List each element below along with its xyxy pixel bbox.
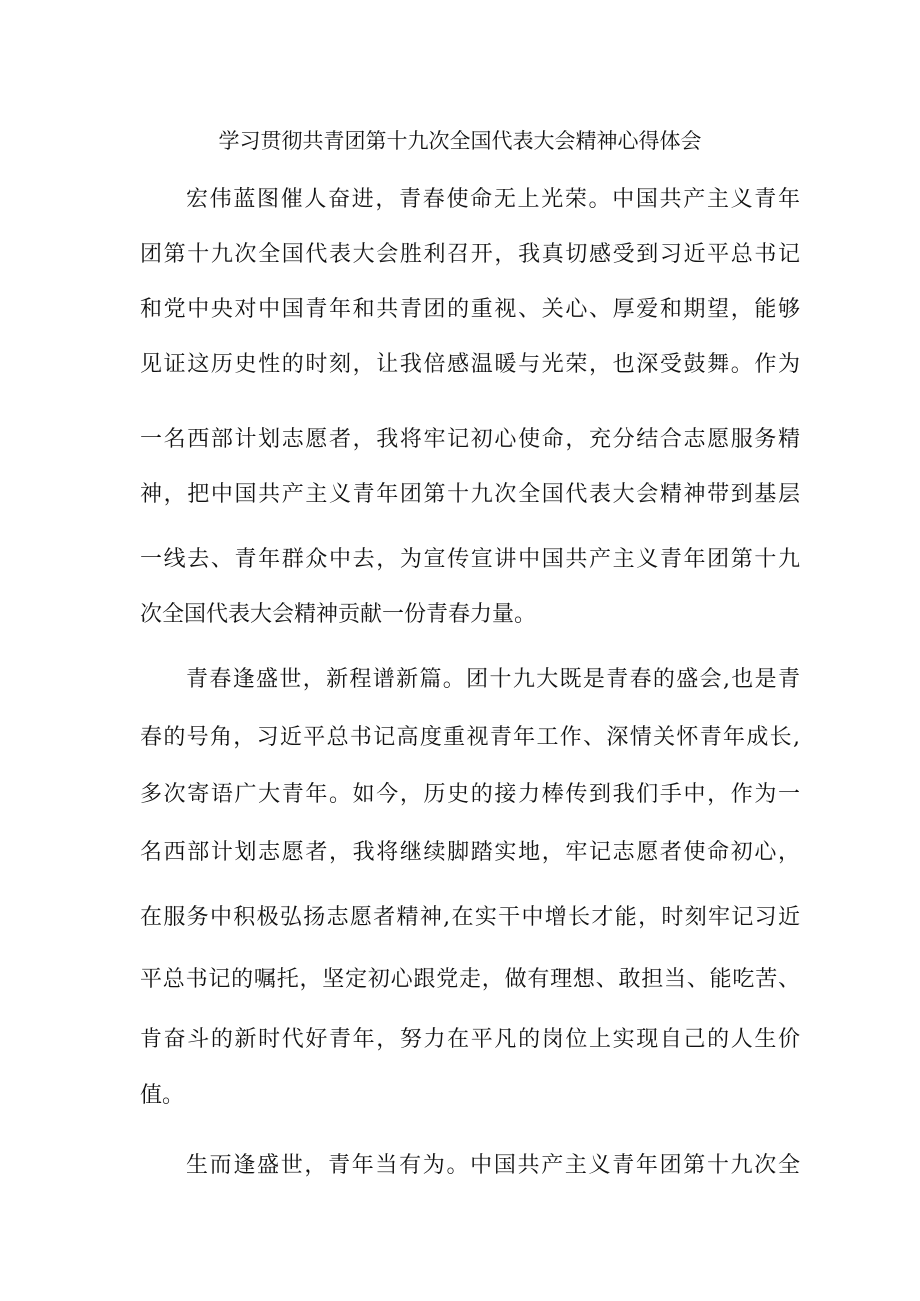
paragraph-line: 平总书记的嘱托，坚定初心跟党走，做有理想、敢担当、能吃苦、 — [140, 967, 800, 992]
paragraph-line: 次全国代表大会精神贡献一份青春力量。 — [140, 602, 537, 627]
paragraph-line: 神，把中国共产主义青年团第十九次全国代表大会精神带到基层 — [140, 482, 800, 507]
paragraph-line: 春的号角，习近平总书记高度重视青年工作、深情关怀青年成长, — [140, 725, 800, 750]
paragraph-line: 一线去、青年群众中去，为宣传宣讲中国共产主义青年团第十九 — [140, 547, 800, 572]
paragraph-line: 在服务中积极弘扬志愿者精神,在实干中增长才能，时刻牢记习近 — [140, 905, 800, 930]
paragraph-line: 宏伟蓝图催人奋进，青春使命无上光荣。中国共产主义青年 — [186, 187, 800, 212]
paragraph-line: 生而逢盛世，青年当有为。中国共产主义青年团第十九次全 — [186, 1153, 800, 1178]
paragraph-line: 多次寄语广大青年。如今，历史的接力棒传到我们手中，作为一 — [140, 782, 800, 807]
paragraph-line: 青春逢盛世，新程谱新篇。团十九大既是青春的盛会,也是青 — [186, 667, 800, 692]
paragraph-line: 一名西部计划志愿者，我将牢记初心使命，充分结合志愿服务精 — [140, 427, 800, 452]
paragraph-line: 肯奋斗的新时代好青年，努力在平凡的岗位上实现自己的人生价 — [140, 1027, 800, 1052]
paragraph-line: 和党中央对中国青年和共青团的重视、关心、厚爱和期望，能够 — [140, 297, 800, 322]
paragraph-line: 团第十九次全国代表大会胜利召开，我真切感受到习近平总书记 — [140, 242, 800, 267]
paragraph-line: 见证这历史性的时刻，让我倍感温暖与光荣，也深受鼓舞。作为 — [140, 352, 800, 377]
paragraph-line: 名西部计划志愿者，我将继续脚踏实地，牢记志愿者使命初心， — [140, 840, 800, 865]
document-title: 学习贯彻共青团第十九次全国代表大会精神心得体会 — [218, 129, 702, 153]
paragraph-line: 值。 — [140, 1083, 185, 1108]
